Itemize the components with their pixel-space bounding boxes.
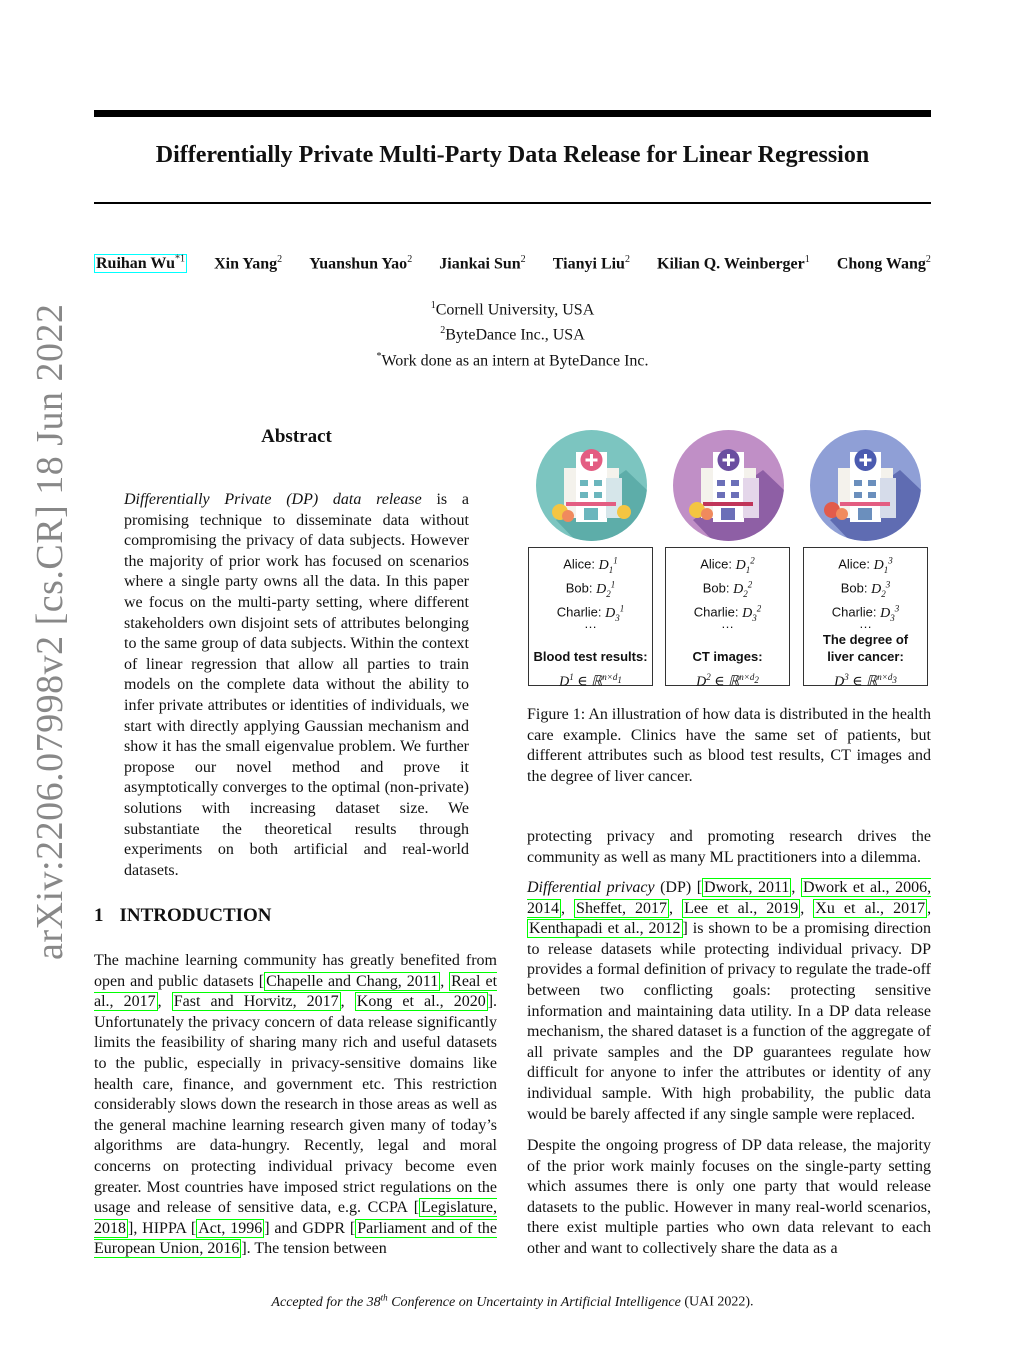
abstract-heading: Abstract bbox=[261, 426, 332, 447]
card-header-2: CT images: bbox=[692, 649, 763, 664]
card-dataset: $D^3$ ∈ ℝ$^{n\times d_3}$ bbox=[834, 672, 897, 690]
card-row-charlie: Charlie: $D_3^2$ bbox=[693, 603, 762, 623]
intro-left-column: The machine learning community has greatly benefited from open and public datasets [ Chapelle and Chang, 2011 , Real et al., 2017 , Fast and Horvitz, 2017 , Kong et al., 2020 ]. Unfortunately the privacy concern of data release significantly limits the feasibility of sharing many rich and useful datasets to the public, especially in privacy-sensitive domains like health care, finance, and government etc. This restriction considerably slows down the research in those areas as well as the general machine learning research given many of today’s algorithms are data-hungry. Recently, legal and moral concerns on protecting individual privacy become even greater. Most countries have imposed strict regulations on the usage and release of sensitive data, e.g. CCPA [ Legislature, 2018 ], HIPPA [ Act, 1996 ] and GDPR [ Parliament and of the European Union, 2016 ]. The tension between bbox=[94, 952, 498, 1258]
card-row-alice: Alice: $D_1^1$ bbox=[563, 555, 618, 575]
citation-link[interactable]: Kong et al., 2020 bbox=[356, 993, 486, 1011]
citation-link[interactable]: Xu et al., 2017 bbox=[815, 899, 926, 917]
citation-link[interactable]: Lee et al., 2019 bbox=[684, 899, 799, 917]
author-1[interactable] bbox=[94, 254, 187, 273]
intro-right-para-2: Despite the ongoing progress of DP data release, the majority of the prior work mainly focuses on the single-party setting which assumes there is only one party that would release datasets to the public. However in many real-world scenarios, there exist multiple parties who own data relevant to each other and want to collectively share the data as a bbox=[527, 1137, 931, 1257]
citation-link[interactable]: Sheffet, 2017 bbox=[576, 899, 668, 917]
citation-link[interactable]: Chapelle and Chang, 2011 bbox=[266, 972, 439, 990]
card-row-charlie: Charlie: $D_3^3$ bbox=[831, 603, 900, 623]
figure-1 bbox=[527, 430, 931, 692]
card-dataset: $D^1$ ∈ ℝ$^{n\times d_1}$ bbox=[559, 672, 622, 690]
clinic-1-icon bbox=[536, 430, 647, 541]
paper-title: Differentially Private Multi-Party Data Release for Linear Regression bbox=[155, 142, 870, 168]
card-row-bob: Bob: $D_2^3$ bbox=[840, 579, 891, 599]
card-row-bob: Bob: $D_2^2$ bbox=[702, 579, 753, 599]
author-5: Tianyi Liu$^2$ bbox=[552, 254, 630, 273]
citation-link[interactable]: Dwork et al., 2006, 2014 bbox=[527, 879, 932, 917]
card-header-1: The degree of bbox=[822, 632, 909, 647]
card-header-2: Blood test results: bbox=[533, 649, 648, 664]
card-row-bob: Bob: $D_2^1$ bbox=[565, 579, 616, 599]
top-rule bbox=[94, 110, 931, 117]
affiliation-2: $^2$ByteDance Inc., USA bbox=[440, 325, 585, 344]
citation-link[interactable]: Fast and Horvitz, 2017 bbox=[173, 993, 339, 1011]
abstract-body: Differentially Private (DP) data release is a promising technique to disseminate data without compromising the privacy of data subjects. However the majority of prior work has focused on scenarios where a single party owns all the data. In this paper we focus on the multi-party setting, where different stakeholders own disjoint sets of attributes belonging to the same group of data subjects. Within the context of linear regression that allow all parties to train models on the complete data without the ability to infer private attributes or identities of individuals, we start with directly applying Gaussian mechanism and show it has the small eigenvalue problem. We further propose our novel method and prove it asymptotically converges to the optimal (non-private) solutions with increasing dataset size. We substantiate the theoretical results through experiments on both artificial and real-world datasets. bbox=[124, 491, 469, 879]
clinic-2-icon bbox=[673, 430, 784, 541]
author-4: Jiankai Sun$^2$ bbox=[439, 254, 526, 273]
card-row-charlie: Charlie: $D_3^1$ bbox=[556, 603, 625, 623]
author-3: Yuanshun Yao$^2$ bbox=[309, 254, 413, 273]
card-dataset: $D^2$ ∈ ℝ$^{n\times d_2}$ bbox=[696, 672, 759, 690]
author-6: Kilian Q. Weinberger$^1$ bbox=[657, 254, 810, 273]
card-ellipsis: … bbox=[859, 616, 872, 631]
arxiv-stamp: arXiv:2206.07998v2 [cs.CR] 18 Jun 2022 bbox=[29, 303, 71, 960]
citation-link[interactable]: Parliament and of the European Union, 2016 bbox=[94, 1219, 498, 1258]
author-list bbox=[94, 254, 931, 273]
card-header-2: liver cancer: bbox=[827, 649, 904, 664]
card-header-1 bbox=[529, 632, 652, 648]
author-2: Xin Yang$^2$ bbox=[214, 254, 283, 273]
affiliations bbox=[94, 295, 931, 371]
citation-link[interactable]: Dwork, 2011 bbox=[704, 879, 790, 896]
title-rule bbox=[94, 202, 931, 204]
figure-caption: Figure 1: An illustration of how data is distributed in the health care example. Clinics have the same set of patients, but different attributes such as blood test results, CT images and the degree of liver cancer. bbox=[527, 706, 931, 785]
card-ellipsis: … bbox=[584, 616, 597, 631]
card-ellipsis: … bbox=[721, 616, 734, 631]
intro-right-para-0: protecting privacy and promoting research drives the community as well as many ML practitioners into a dilemma. bbox=[527, 828, 931, 866]
card-row-alice: Alice: $D_1^3$ bbox=[838, 555, 893, 575]
page-footer: Accepted for the 38th Conference on Uncertainty in Artificial Intelligence (UAI 2022). bbox=[271, 1292, 754, 1310]
card-row-alice: Alice: $D_1^2$ bbox=[700, 555, 755, 575]
data-card-2 bbox=[665, 547, 790, 690]
section-heading: 1 INTRODUCTION bbox=[94, 905, 272, 926]
card-header-1 bbox=[666, 632, 789, 648]
citation-link[interactable]: Legislature, 2018 bbox=[94, 1199, 497, 1237]
citation-link[interactable]: Act, 1996 bbox=[198, 1219, 263, 1237]
affiliation-3: *Work done as an intern at ByteDance Inc. bbox=[376, 350, 649, 369]
data-card-3 bbox=[803, 547, 928, 690]
affiliation-1: $^1$Cornell University, USA bbox=[430, 300, 595, 319]
citation-link[interactable]: Real et al., 2017 bbox=[94, 972, 498, 1011]
citation-link[interactable]: Kenthapadi et al., 2012 bbox=[529, 920, 681, 938]
author-link[interactable]: Ruihan Wu$^{*1}$ bbox=[96, 254, 186, 273]
data-card-1 bbox=[528, 547, 653, 690]
clinic-3-icon bbox=[810, 430, 921, 541]
intro-right-para-1: Differential privacy (DP) [ Dwork, 2011 , Dwork et al., 2006, 2014 , Sheffet, 2017 , Lee et al., 2019 , Xu et al., 2017 , Kenthapadi et al., 2012 ] is shown to be a promising direction to release datasets while protecting individual privacy. DP provides a formal definition of privacy to regulate the trade-off between two conflicting goals: protecting sensitive information and maintaining data utility. In a DP data release mechanism, the shared dataset is a function of the aggregate of all private samples and the DP guarantees regulate how difficult for anyone to infer the attributes or identity of any individual sample. With high probability, the public data would be barely affected if any single sample were replaced. bbox=[527, 879, 932, 1123]
author-7: Chong Wang$^2$ bbox=[836, 254, 931, 273]
